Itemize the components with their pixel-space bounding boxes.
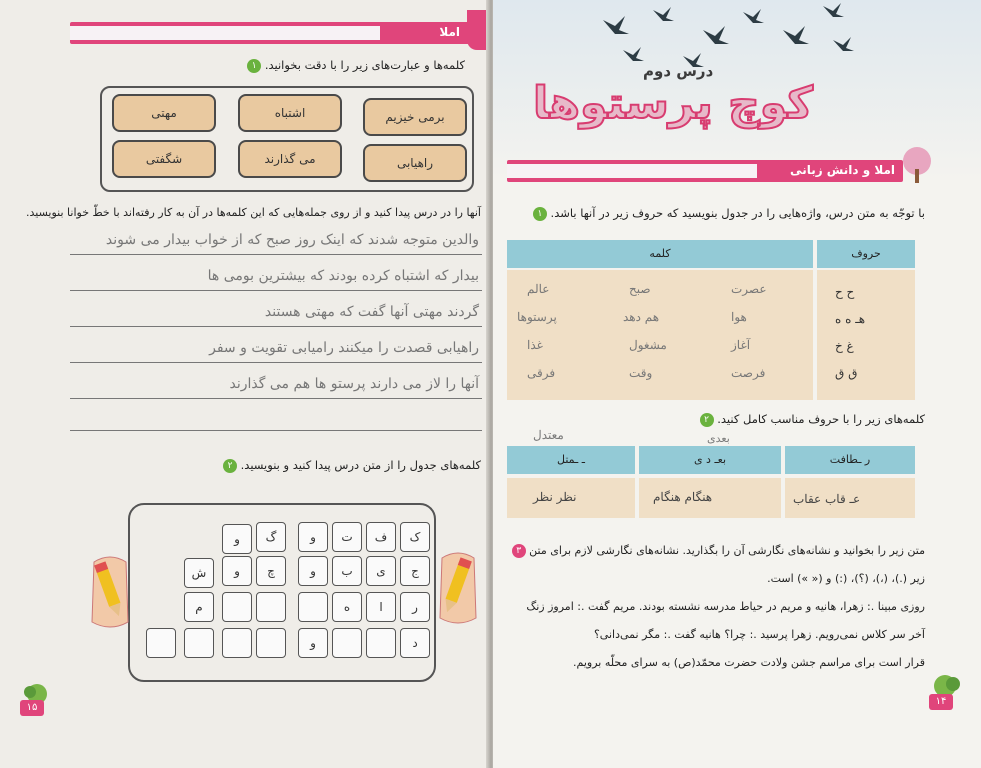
grid-tile: و <box>222 556 252 586</box>
word-cell: وقت <box>629 366 653 380</box>
q1-instruction: با توجّه به متن درس، واژه‌هایی را در جدول بنویسید که حروف زیر در آنها باشد. ۱ <box>533 206 925 221</box>
word-cell: فرصت <box>731 366 766 380</box>
right-page <box>493 0 981 768</box>
word-box: اشتباه <box>238 94 342 132</box>
grid-tile: چ <box>256 556 286 586</box>
letter-cell: غ خ <box>835 339 854 353</box>
handwritten-line: بیدار که اشتباه کرده بودند که بیشترین بومی ها <box>207 268 479 284</box>
word-cell: غذا <box>527 338 543 352</box>
word-cell: پرستوها <box>517 310 557 324</box>
handwritten-line: والدین متوجه شدند که اینک روز صبح که از خواب بیدار می شوند <box>105 232 479 248</box>
word-cell: آغاز <box>731 338 751 352</box>
q3-badge: ۳ <box>512 544 526 558</box>
grid-tile: و <box>298 628 328 658</box>
word-cell: فرقی <box>527 366 556 380</box>
grid-tile <box>366 628 396 658</box>
grid-tile: ک <box>400 522 430 552</box>
left-banner-label: املا <box>439 25 460 39</box>
right-banner <box>507 160 903 182</box>
grid-tile: گ <box>256 522 286 552</box>
grid-tile: ر <box>400 592 430 622</box>
grid-tile <box>222 628 252 658</box>
grid-tile <box>298 592 328 622</box>
grid-tile: ا <box>366 592 396 622</box>
grid-tile: و <box>298 556 328 586</box>
grid-tile: ت <box>332 522 362 552</box>
section1-badge: ۱ <box>247 59 261 73</box>
q3-text-line: آخر سر کلاس نمی‌رویم. زهرا پرسید .: چرا؟ هانیه گفت .: مگر نمی‌دانی؟ <box>593 628 925 641</box>
q3-instruction: متن زیر را بخوانید و نشانه‌های نگارشی آن را بگذارید. نشانه‌های نگارشی لازم برای متن ۳ <box>512 544 925 558</box>
q1-badge: ۱ <box>533 207 547 221</box>
grid-tile: و <box>298 522 328 552</box>
q2-badge: ۲ <box>700 413 714 427</box>
word-cell: عصرت <box>731 282 767 296</box>
table-header-letters: حروف <box>817 240 915 268</box>
grid-tile: ج <box>400 556 430 586</box>
grid-tile <box>332 628 362 658</box>
q3-text-line: قرار است برای مراسم جشن ولادت حضرت محمّد(ص) به سرای محلّه برویم. <box>573 656 925 669</box>
birds-icon <box>583 0 873 80</box>
word-cell: هوا <box>731 310 747 324</box>
grid-tile: ی <box>366 556 396 586</box>
grid-tile <box>184 628 214 658</box>
q2-header: ر ـطافت <box>785 446 915 474</box>
q3-text-line: روزی مبینا .: زهرا، هانیه و مریم در حیاط مدرسه نشسته بودند. مریم گفت .: امروز زنگ <box>526 600 925 613</box>
right-banner-label: املا و دانش زبانی <box>790 163 895 177</box>
word-box: مهتی <box>112 94 216 132</box>
section3-instruction: کلمه‌های جدول را از متن درس پیدا کنید و بنویسید. ۲ <box>223 458 481 473</box>
handwritten-line: آنها را لاز می دارند پرستو ها هم می گذارند <box>229 376 479 392</box>
table-header-words: کلمه <box>507 240 813 268</box>
word-box: راهیابی <box>363 144 467 182</box>
section3-badge: ۲ <box>223 459 237 473</box>
handwritten-note: بعدی <box>707 432 730 445</box>
q3-instruction-2: زیر (.)، (،)، (؟)، (:) و (« ») است. <box>767 572 925 585</box>
word-cell: عالم <box>527 282 550 296</box>
lesson-label: درس دوم <box>643 62 714 80</box>
grid-tile: و <box>222 524 252 554</box>
grid-tile <box>256 592 286 622</box>
grid-tile: ب <box>332 556 362 586</box>
q2-instruction: کلمه‌های زیر را با حروف مناسب کامل کنید. ۲ <box>700 412 925 427</box>
grid-tile: ف <box>366 522 396 552</box>
q2-answer: نظر نظر <box>533 490 577 504</box>
grid-tile: ه <box>332 592 362 622</box>
pencil-icon <box>436 548 480 628</box>
word-box: می گذارند <box>238 140 342 178</box>
grid-tile: م <box>184 592 214 622</box>
grid-tile <box>146 628 176 658</box>
section1-instruction: کلمه‌ها و عبارت‌های زیر را با دقت بخوانید. ۱ <box>247 58 465 73</box>
handwritten-note: معتدل <box>533 428 564 442</box>
handwritten-line: گردند مهتی آنها گفت که مهتی هستند <box>264 304 479 320</box>
grid-tile <box>222 592 252 622</box>
q2-answer: هنگام هنگام <box>653 490 713 504</box>
pencil-icon <box>88 552 132 632</box>
handwritten-line: راهیابی قصدت را میکنند رامیابی تقویت و سفر <box>209 340 479 356</box>
left-banner <box>70 22 489 44</box>
grid-tile: د <box>400 628 430 658</box>
lesson-title: کوچ پرستوها <box>533 78 813 129</box>
q2-header: ـ ـمتل <box>507 446 635 474</box>
q2-answer: عـ قاب عقاب <box>793 492 861 506</box>
section2-instruction: آنها را در درس پیدا کنید و از روی جمله‌هایی که این کلمه‌ها در آن به کار رفته‌اند با خطّ خوانا بنویسید. <box>26 206 481 219</box>
word-cell: صبح <box>629 282 651 296</box>
grid-tile <box>256 628 286 658</box>
table-words-col <box>507 270 813 400</box>
word-cell: مشغول <box>629 338 667 352</box>
table-letters-col <box>817 270 915 400</box>
word-box: شگفتی <box>112 140 216 178</box>
word-box: برمی خیزیم <box>363 98 467 136</box>
letter-cell: ق ق <box>835 366 858 380</box>
page-number: ۱۵ <box>20 700 44 716</box>
letter-cell: هـ ه ه <box>835 312 866 326</box>
q2-header: بعـ د ی <box>639 446 781 474</box>
page-number: ۱۴ <box>929 694 953 710</box>
word-cell: هم دهد <box>623 310 660 324</box>
left-page <box>0 0 489 768</box>
letter-cell: ح ح <box>835 285 855 299</box>
grid-tile: ش <box>184 558 214 588</box>
tree-icon <box>897 145 937 185</box>
